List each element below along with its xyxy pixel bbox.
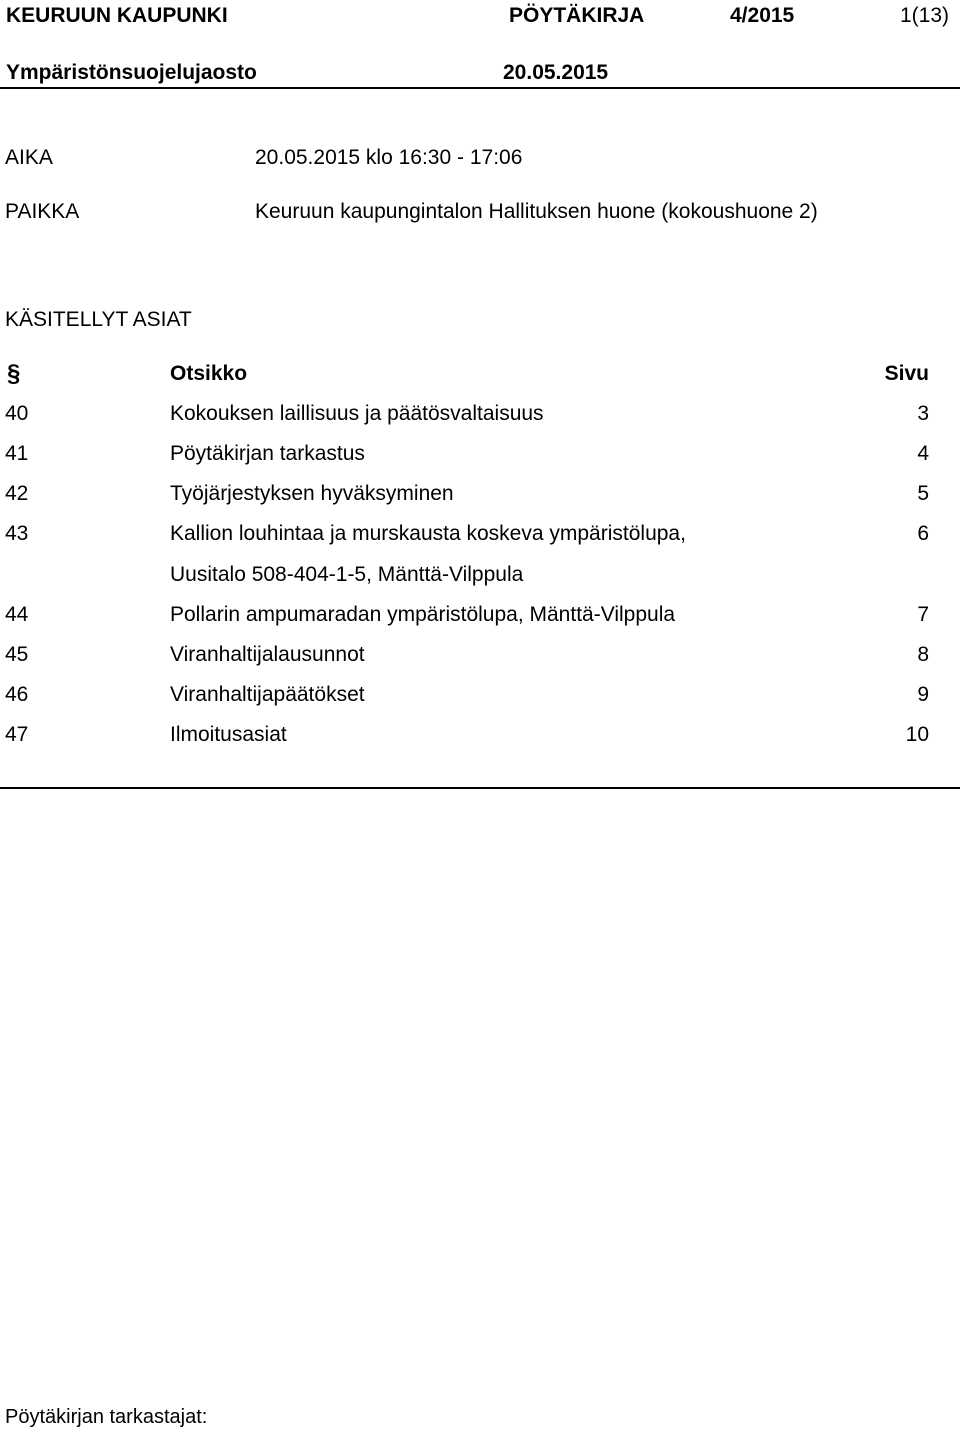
column-header-page: Sivu bbox=[884, 362, 929, 385]
agenda-item-title: Kokouksen laillisuus ja päätösvaltaisuus bbox=[170, 402, 544, 425]
agenda-item-page: 9 bbox=[917, 683, 929, 706]
agenda-item-number: 46 bbox=[5, 683, 29, 706]
agenda-item-number: 40 bbox=[5, 402, 29, 425]
document-type: PÖYTÄKIRJA bbox=[509, 4, 645, 27]
column-header-title: Otsikko bbox=[170, 362, 248, 385]
document-number: 4/2015 bbox=[730, 4, 795, 27]
agenda-item-title: Kallion louhintaa ja murskausta koskeva ympäristölupa, bbox=[170, 522, 686, 545]
reviewers-label: Pöytäkirjan tarkastajat: bbox=[5, 1406, 208, 1428]
agenda-bottom-divider bbox=[0, 787, 960, 789]
agenda-item-page: 5 bbox=[917, 482, 929, 505]
time-value: 20.05.2015 klo 16:30 - 17:06 bbox=[255, 146, 523, 169]
agenda-title: KÄSITELLYT ASIAT bbox=[5, 308, 192, 331]
agenda-item-title: Ilmoitusasiat bbox=[170, 723, 287, 746]
header-divider bbox=[0, 87, 960, 89]
agenda-item-title: Työjärjestyksen hyväksyminen bbox=[170, 482, 454, 505]
organization-name: KEURUUN KAUPUNKI bbox=[6, 4, 228, 27]
agenda-item-title: Viranhaltijalausunnot bbox=[170, 643, 365, 666]
agenda-item-page: 6 bbox=[917, 522, 929, 545]
agenda-item-page: 8 bbox=[917, 643, 929, 666]
agenda-item-number: 47 bbox=[5, 723, 29, 746]
time-label: AIKA bbox=[5, 146, 53, 169]
agenda-item-page: 3 bbox=[917, 402, 929, 425]
place-value: Keuruun kaupungintalon Hallituksen huone (kokoushuone 2) bbox=[255, 200, 818, 223]
agenda-item-number: 43 bbox=[5, 522, 29, 545]
agenda-item-page: 7 bbox=[917, 603, 929, 626]
section-sign-icon: § bbox=[7, 360, 21, 387]
committee-name: Ympäristönsuojelujaosto bbox=[6, 61, 257, 84]
header-date: 20.05.2015 bbox=[503, 61, 609, 84]
agenda-item-title-continuation: Uusitalo 508-404-1-5, Mänttä-Vilppula bbox=[170, 563, 524, 586]
place-label: PAIKKA bbox=[5, 200, 80, 223]
agenda-item-number: 41 bbox=[5, 442, 29, 465]
agenda-item-title: Pöytäkirjan tarkastus bbox=[170, 442, 365, 465]
agenda-item-page: 4 bbox=[917, 442, 929, 465]
agenda-item-page: 10 bbox=[905, 723, 929, 746]
agenda-item-title: Pollarin ampumaradan ympäristölupa, Mänttä-Vilppula bbox=[170, 603, 676, 626]
page-indicator: 1(13) bbox=[900, 4, 950, 27]
agenda-item-number: 45 bbox=[5, 643, 29, 666]
agenda-item-number: 42 bbox=[5, 482, 29, 505]
agenda-item-title: Viranhaltijapäätökset bbox=[170, 683, 365, 706]
agenda-item-number: 44 bbox=[5, 603, 29, 626]
